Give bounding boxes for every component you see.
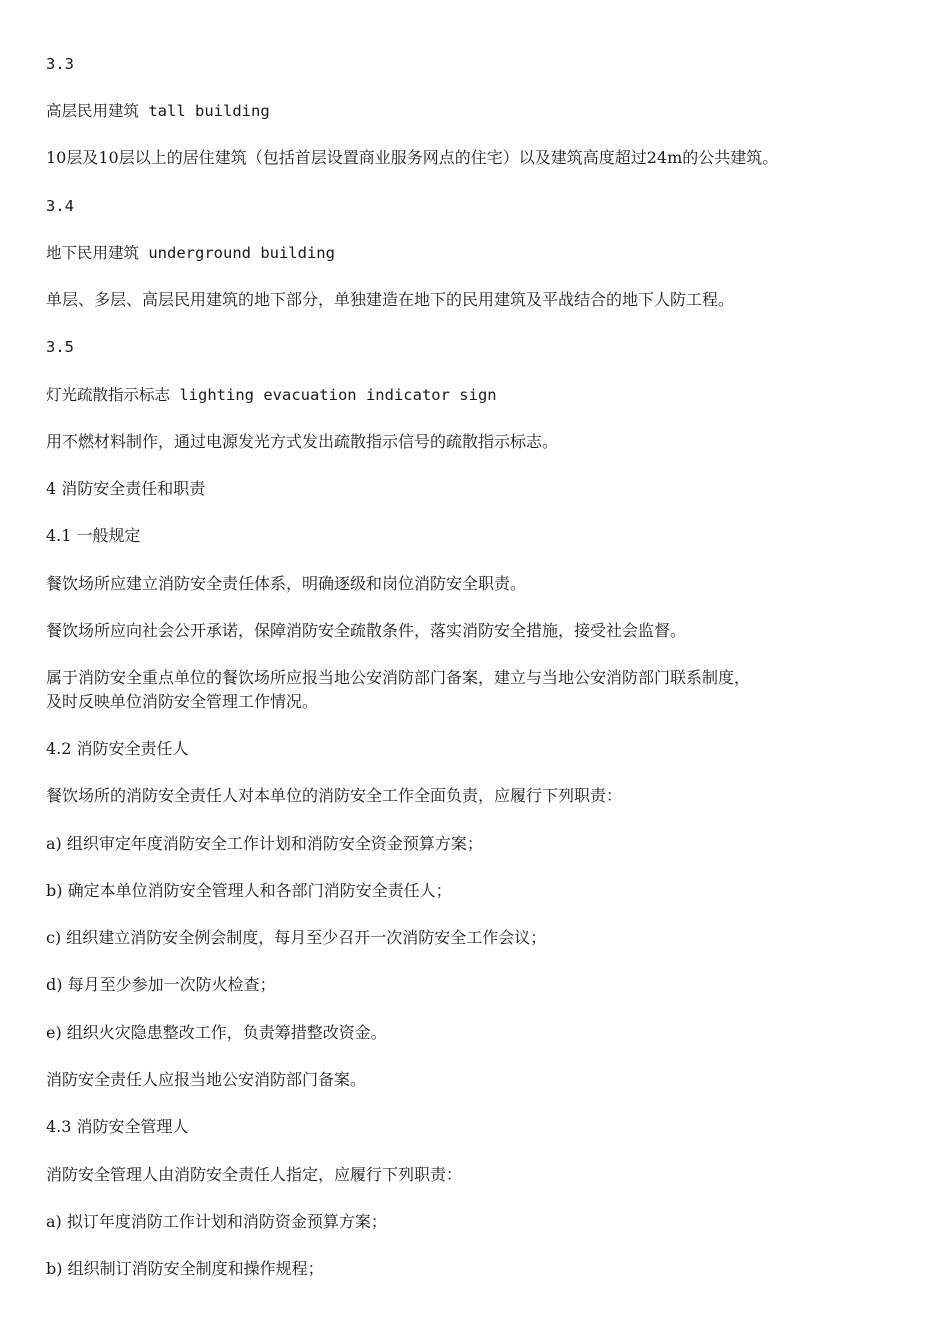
subsection-heading-4-1: 4.1 一般规定 [46,526,141,545]
section-number-3-4: 3.4 [46,197,74,215]
definition-paragraph: 单层、多层、高层民用建筑的地下部分，单独建造在地下的民用建筑及平战结合的地下人防工程。 [46,290,735,309]
term-underground-building: 地下民用建筑 underground building [46,244,335,262]
list-item-c: c) 组织建立消防安全例会制度，每月至少召开一次消防安全工作会议； [46,928,547,947]
subsection-heading-4-2: 4.2 消防安全责任人 [46,739,189,758]
body-paragraph: 餐饮场所应向社会公开承诺，保障消防安全疏散条件，落实消防安全措施，接受社会监督。 [46,621,687,640]
list-item-e: e) 组织火灾隐患整改工作，负责筹措整改资金。 [46,1023,387,1042]
list-item-d: d) 每月至少参加一次防火检查； [46,975,276,994]
term-lighting-evacuation-sign: 灯光疏散指示标志 lighting evacuation indicator sign [46,386,497,404]
body-paragraph: 餐饮场所应建立消防安全责任体系，明确逐级和岗位消防安全职责。 [46,574,527,593]
subsection-heading-4-3: 4.3 消防安全管理人 [46,1117,189,1136]
definition-paragraph: 10层及10层以上的居住建筑（包括首层设置商业服务网点的住宅）以及建筑高度超过24m的公共建筑。 [46,148,779,167]
list-item-b: b) 组织制订消防安全制度和操作规程； [46,1259,324,1278]
body-paragraph: 餐饮场所的消防安全责任人对本单位的消防安全工作全面负责，应履行下列职责： [46,786,623,805]
list-item-b: b) 确定本单位消防安全管理人和各部门消防安全责任人； [46,881,452,900]
section-heading-4: 4 消防安全责任和职责 [46,479,206,498]
definition-paragraph: 用不燃材料制作，通过电源发光方式发出疏散指示信号的疏散指示标志。 [46,432,559,451]
list-item-a: a) 拟订年度消防工作计划和消防资金预算方案； [46,1212,387,1231]
body-paragraph: 属于消防安全重点单位的餐饮场所应报当地公安消防部门备案，建立与当地公安消防部门联系制度， [46,668,751,687]
term-tall-building: 高层民用建筑 tall building [46,102,270,120]
section-number-3-3: 3.3 [46,55,74,73]
body-paragraph-continued: 及时反映单位消防安全管理工作情况。 [46,692,319,711]
body-paragraph: 消防安全管理人由消防安全责任人指定，应履行下列职责： [46,1165,463,1184]
list-item-a: a) 组织审定年度消防安全工作计划和消防安全资金预算方案； [46,834,483,853]
section-number-3-5: 3.5 [46,338,74,356]
body-paragraph: 消防安全责任人应报当地公安消防部门备案。 [46,1070,367,1089]
